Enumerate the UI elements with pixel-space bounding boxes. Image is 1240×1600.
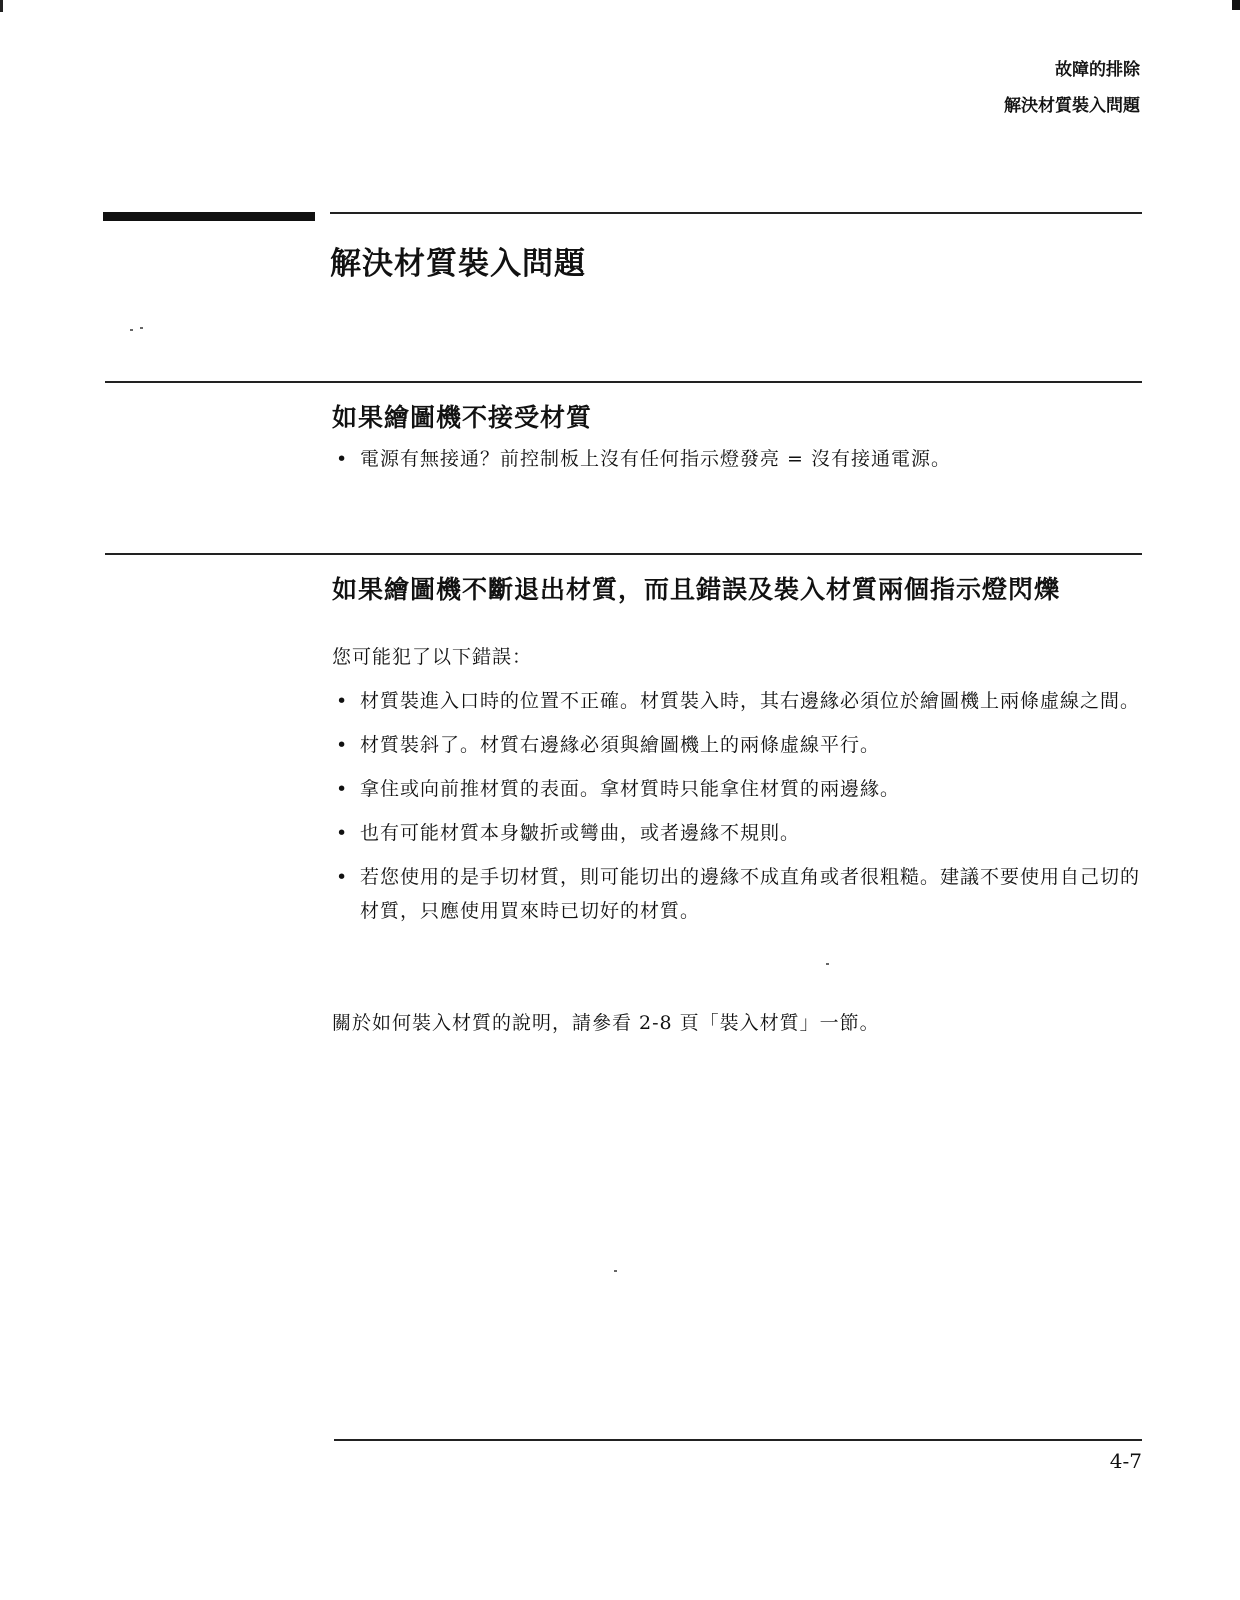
scan-speck — [140, 327, 143, 329]
reference-paragraph: 關於如何裝入材質的說明，請參看 2-8 頁「裝入材質」一節。 — [332, 1012, 880, 1034]
chapter-bar — [103, 212, 315, 221]
list-item: • 材質裝進入口時的位置不正確。材質裝入時，其右邊緣必須位於繪圖機上兩條虛線之間。 — [336, 684, 1146, 718]
list-item: • 材質裝斜了。材質右邊緣必須與繪圖機上的兩條虛線平行。 — [336, 728, 1146, 762]
scan-corner-mark — [1232, 0, 1240, 10]
scan-speck — [130, 329, 133, 331]
scan-edge-mark — [0, 0, 3, 12]
running-header-chapter: 故障的排除 — [1055, 60, 1140, 80]
footer-rule — [334, 1439, 1142, 1441]
running-header-section: 解決材質裝入問題 — [1004, 96, 1140, 116]
section-heading-no-accept: 如果繪圖機不接受材質 — [332, 403, 593, 432]
list-item: • 也有可能材質本身皺折或彎曲，或者邊緣不規則。 — [336, 816, 1146, 850]
running-header — [1004, 52, 1140, 124]
page-number: 4-7 — [1109, 1449, 1142, 1473]
list-item: • 若您使用的是手切材質，則可能切出的邊緣不成直角或者很粗糙。建議不要使用自己切的材質，只應使用買來時已切好的材質。 — [336, 860, 1146, 928]
chapter-rule — [330, 212, 1142, 214]
section-heading-ejects: 如果繪圖機不斷退出材質，而且錯誤及裝入材質兩個指示燈閃爍 — [332, 575, 1061, 604]
section-divider — [105, 553, 1142, 555]
bullet-list-no-accept — [336, 442, 1146, 486]
scan-speck — [826, 963, 829, 965]
section-divider — [105, 381, 1142, 383]
list-item: • 拿住或向前推材質的表面。拿材質時只能拿住材質的兩邊緣。 — [336, 772, 1146, 806]
bullet-list-errors — [336, 684, 1146, 938]
scan-speck — [614, 1270, 617, 1272]
list-item: • 電源有無接通？前控制板上沒有任何指示燈發亮 = 沒有接通電源。 — [336, 442, 1146, 476]
intro-paragraph: 您可能犯了以下錯誤： — [332, 646, 533, 668]
chapter-title: 解決材質裝入問題 — [330, 246, 586, 282]
